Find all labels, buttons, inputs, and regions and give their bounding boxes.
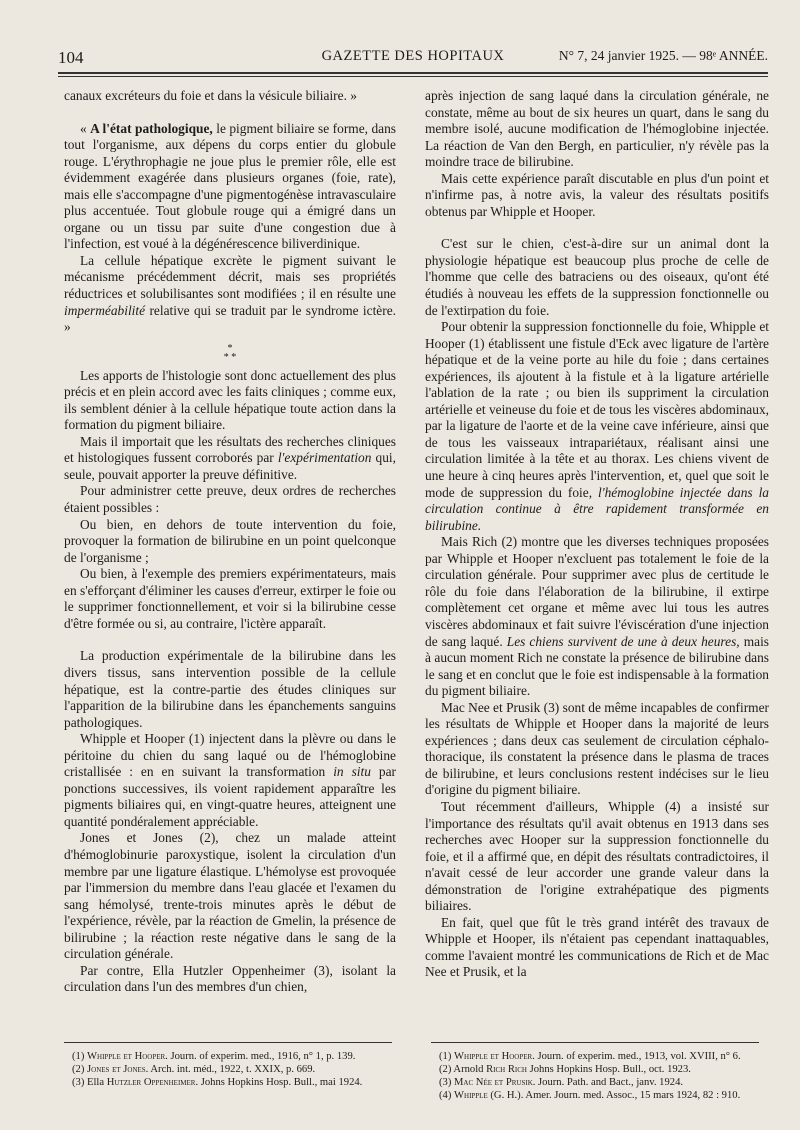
header-rule: [58, 72, 768, 74]
paragraph: En fait, quel que fût le très grand intérêt des travaux de Whipple et Hooper, ils n'étaient pas cependant inattaquables, comme l'avaient montré les communications de Rich et de Mac Nee et Prusik, et la: [425, 914, 769, 980]
footnote: [64, 1050, 396, 1063]
paragraph-text: Whipple et Hooper (1) injectent dans la plèvre ou dans le péritoine du chien du sang laqué ou de l'hémoglobine cristallisée : en en suivant la transformation: [64, 731, 396, 780]
paragraph-text: le pigment biliaire se forme, dans tout l'organisme, aux dépens du corps entier du globule rouge. L'érythrophagie ne joue plus le premier rôle, elle est évidemment exagérée dans plusieurs organes (foie, rate), mais elle s'accompagne d'une pigmentogénèse intravasculaire plus accentuée. Tout globule rouge qui a émigré dans un organe ou un tissu par suite d'une congestion due à l'infection, est voué à la dégénérescence biliverdinique.: [64, 120, 396, 252]
footnote-number: (4): [439, 1090, 455, 1101]
footnote: [431, 1050, 769, 1063]
paragraph: Ou bien, en dehors de toute intervention du foie, provoquer la formation de bilirubine en un point quelconque de l'organisme ;: [64, 516, 396, 565]
paragraph: Par contre, Ella Hutzler Oppenheimer (3), isolant la circulation dans l'un des membres d'un chien,: [64, 962, 396, 995]
right-column: [425, 88, 769, 981]
footnote-ref: Johns Hopkins Hosp. Bull., mai 1924.: [198, 1077, 363, 1088]
paragraph: [64, 121, 396, 253]
quote-mark: «: [80, 120, 91, 136]
page-number: 104: [58, 48, 84, 67]
footnote-ref: Johns Hopkins Hosp. Bull., oct. 1923.: [526, 1064, 691, 1075]
footnote: [64, 1063, 396, 1076]
footnote-authors: Whipple et Hooper.: [87, 1051, 168, 1062]
footnote-authors: Whipple et Hooper.: [454, 1051, 535, 1062]
paragraph: [64, 731, 396, 830]
paragraph: [425, 319, 769, 534]
footnote-rule: [431, 1042, 759, 1043]
paragraph: Pour administrer cette preuve, deux ordres de recherches étaient possibles :: [64, 483, 396, 516]
footnote-ref: Journ. of experim. med., 1916, n° 1, p. 139.: [167, 1051, 356, 1062]
paragraph: [64, 253, 396, 336]
paragraph-text: par ponctions successives, ils voient rapidement apparaître les pigments biliaires qui, en vingt-quatre heures, atteignent une quantité pondéralement appréciable.: [64, 764, 396, 829]
footnote-number: (3): [439, 1077, 455, 1088]
paragraph: Mac Nee et Prusik (3) sont de même incapables de confirmer les résultats de Whipple et Hooper dans la majorité de leurs expériences ; dans deux cas seulement de circulation céphalo-thoracique, ils constatent la présence dans le plasma de traces de bilirubine, et leurs conclusions restent indécises sur le lieu d'origine du pigment biliaire.: [425, 699, 769, 798]
asterism: * * *: [223, 342, 237, 363]
journal-title: GAZETTE DES HOPITAUX: [321, 48, 505, 64]
emphasis: in situ: [333, 764, 371, 780]
footnote-number: (3) Ella: [72, 1077, 107, 1088]
running-header: [58, 48, 768, 70]
paragraph: Mais cette expérience paraît discutable en plus d'un point et n'infirme pas, à notre avis, la valeur des résultats positifs obtenus par Whipple et Hooper.: [425, 170, 769, 219]
paragraph: C'est sur le chien, c'est-à-dire sur un animal dont la physiologie hépatique est beaucoup plus proche de celle de l'homme que celle des batraciens ou des oiseaux, qu'ont été étudiés à nouveau les effets de la suppression fonctionnelle ou de l'extirpation du foie.: [425, 236, 769, 318]
footnote-number: (2): [72, 1064, 88, 1075]
emphasis: l'hémoglobine injectée dans la circulation continue à être rapidement transformée en bilirubine.: [425, 484, 770, 533]
footnote: [64, 1076, 396, 1089]
footnote: [431, 1063, 769, 1076]
footnote-rule: [64, 1042, 392, 1043]
footnote: [431, 1076, 769, 1089]
footnote-number: (2) Arnold: [439, 1064, 487, 1075]
paragraph-text: Mais il importait que les résultats des recherches cliniques et histologiques fussent corroborés par: [64, 433, 396, 466]
footnote-authors: Jones et Jones.: [87, 1064, 149, 1075]
footnote-authors: Hutzler Oppenheimer.: [106, 1077, 199, 1088]
footnote-ref: Journ. Path. and Bact., janv. 1924.: [535, 1077, 684, 1088]
paragraph: Les apports de l'histologie sont donc actuellement des plus précis et en plein accord avec les faits cliniques ; comme eux, ils semblent dénier à la cellule hépatique toute action dans la formation du pigment biliaire.: [64, 367, 396, 433]
paragraph: après injection de sang laqué dans la circulation générale, ne constate, même au bout de six heures un quart, dans le sang du membre isolé, aucune modification de l'hémoglobine injectée. La réaction de Van den Bergh, en particulier, n'y révèle pas la moindre trace de bilirubine.: [425, 88, 769, 170]
paragraph: [425, 534, 769, 699]
footnote: [431, 1089, 769, 1102]
footnote-ref: Journ. of experim. med., 1913, vol. XVIII, n° 6.: [534, 1051, 741, 1062]
paragraph-lead: A l'état pathologique,: [90, 120, 213, 136]
paragraph-text: Mais Rich (2) montre que les diverses techniques proposées par Whipple et Hooper n'excluent pas totalement le foie de la circulation générale. Pour supprimer avec plus de certitude le rôle du foie dans l'élaboration de la bilirubine, il extirpe complètement cet organe et même avec lui tous les autres viscères abdominaux et fait suivre l'éviscération d'une injection de sang laqué.: [425, 534, 769, 649]
paragraph: Jones et Jones (2), chez un malade atteint d'hémoglobinurie paroxystique, isolent la circulation d'un membre par une ligature élastique. L'hémolyse est provoquée par l'immersion du membre dans l'eau glacée et l'examen du sang hémolysé, trente-trois minutes après le début de l'expérience, révèle, par la réaction de Gmelin, la présence de bilirubine ; la réaction reste négative dans le sang de la circulation générale.: [64, 830, 396, 962]
paragraph: canaux excréteurs du foie et dans la vésicule biliaire. »: [64, 88, 357, 103]
issue-info: N° 7, 24 janvier 1925. — 98ᵉ ANNÉE.: [558, 48, 768, 63]
emphasis: imperméabilité: [64, 302, 146, 318]
paragraph-text: La cellule hépatique excrète le pigment suivant le mécanisme précédemment décrit, mais ses propriétés réductrices et solubilisantes sont modifiées ; il en résulte une: [64, 252, 396, 302]
paragraph-text: relative qui se traduit par le syndrome ictère. »: [64, 302, 396, 335]
footnotes-right: [431, 1050, 769, 1102]
emphasis: Les chiens survivent de une à deux heures,: [506, 633, 740, 649]
footnotes-left: [64, 1050, 396, 1089]
header-rule-thin: [58, 76, 768, 77]
footnote-authors: Mac Née et Prusik.: [454, 1077, 536, 1088]
footnote-number: (1): [72, 1051, 88, 1062]
footnote-ref: Arch. int. méd., 1922, t. XXIX, p. 669.: [148, 1064, 316, 1075]
footnote-ref: (G. H.). Amer. Journ. med. Assoc., 15 mars 1924, 82 : 910.: [487, 1090, 741, 1101]
paragraph: Tout récemment d'ailleurs, Whipple (4) a insisté sur l'importance des résultats qu'il avait obtenus en 1913 dans ses recherches avec Hooper sur la suppression fonctionnelle du foie, et il a affirmé que, en dépit des résultats contradictoires, il n'avait cessé de leur accorder une grande valeur dans la démonstration de l'origine extrahépatique des pigments biliaires.: [425, 798, 769, 914]
paragraph-text: mais à aucun moment Rich ne constate la présence de bilirubine dans le sang et en conclut que le foie est indispensable à la formation du pigment biliaire.: [425, 633, 770, 699]
footnote-number: (1): [439, 1051, 455, 1062]
footnote-authors: Whipple: [454, 1090, 488, 1101]
paragraph: Ou bien, à l'exemple des premiers expérimentateurs, mais en s'efforçant d'éliminer les causes d'erreur, extirper le foie ou le supprimer fonctionnellement, et voir si la bilirubine cesse d'être formée ou si, au contraire, l'ictère apparaît.: [64, 566, 396, 631]
emphasis: l'expérimentation: [277, 450, 372, 466]
paragraph-text: Pour obtenir la suppression fonctionnelle du foie, Whipple et Hooper (1) établissent une fistule d'Eck avec ligature de l'artère hépatique et de la veine porte au hile du foie ; dans certaines expériences, ils ajoutent à la fistule et à la ligature artérielle l'ablation de la rate ; ou bien ils suppriment la circulation artérielle et veineuse du foie et de tous les viscères abdominaux, par la ligature de l'aorte et de la veine cave inférieure, ainsi que de tous les vaisseaux intrapariétaux, réalisant ainsi une circulation limitée à la tête et au thorax. Les chiens vivent de une heure à cinq heures après l'intervention, et, quel que soit le mode de suppression du foie,: [425, 319, 769, 500]
paragraph-text: qui, seule, pouvait apporter la preuve définitive.: [64, 450, 396, 482]
paragraph: La production expérimentale de la bilirubine dans les divers tissus, sans intervention possible de la cellule hépatique, est la contre-partie des études cliniques sur l'apparition de la bilirubine dans les épanchements sanguins pathologiques.: [64, 648, 396, 730]
left-column: [64, 88, 396, 996]
paragraph: [64, 434, 396, 484]
footnote-authors: Rich Rich: [486, 1064, 527, 1075]
